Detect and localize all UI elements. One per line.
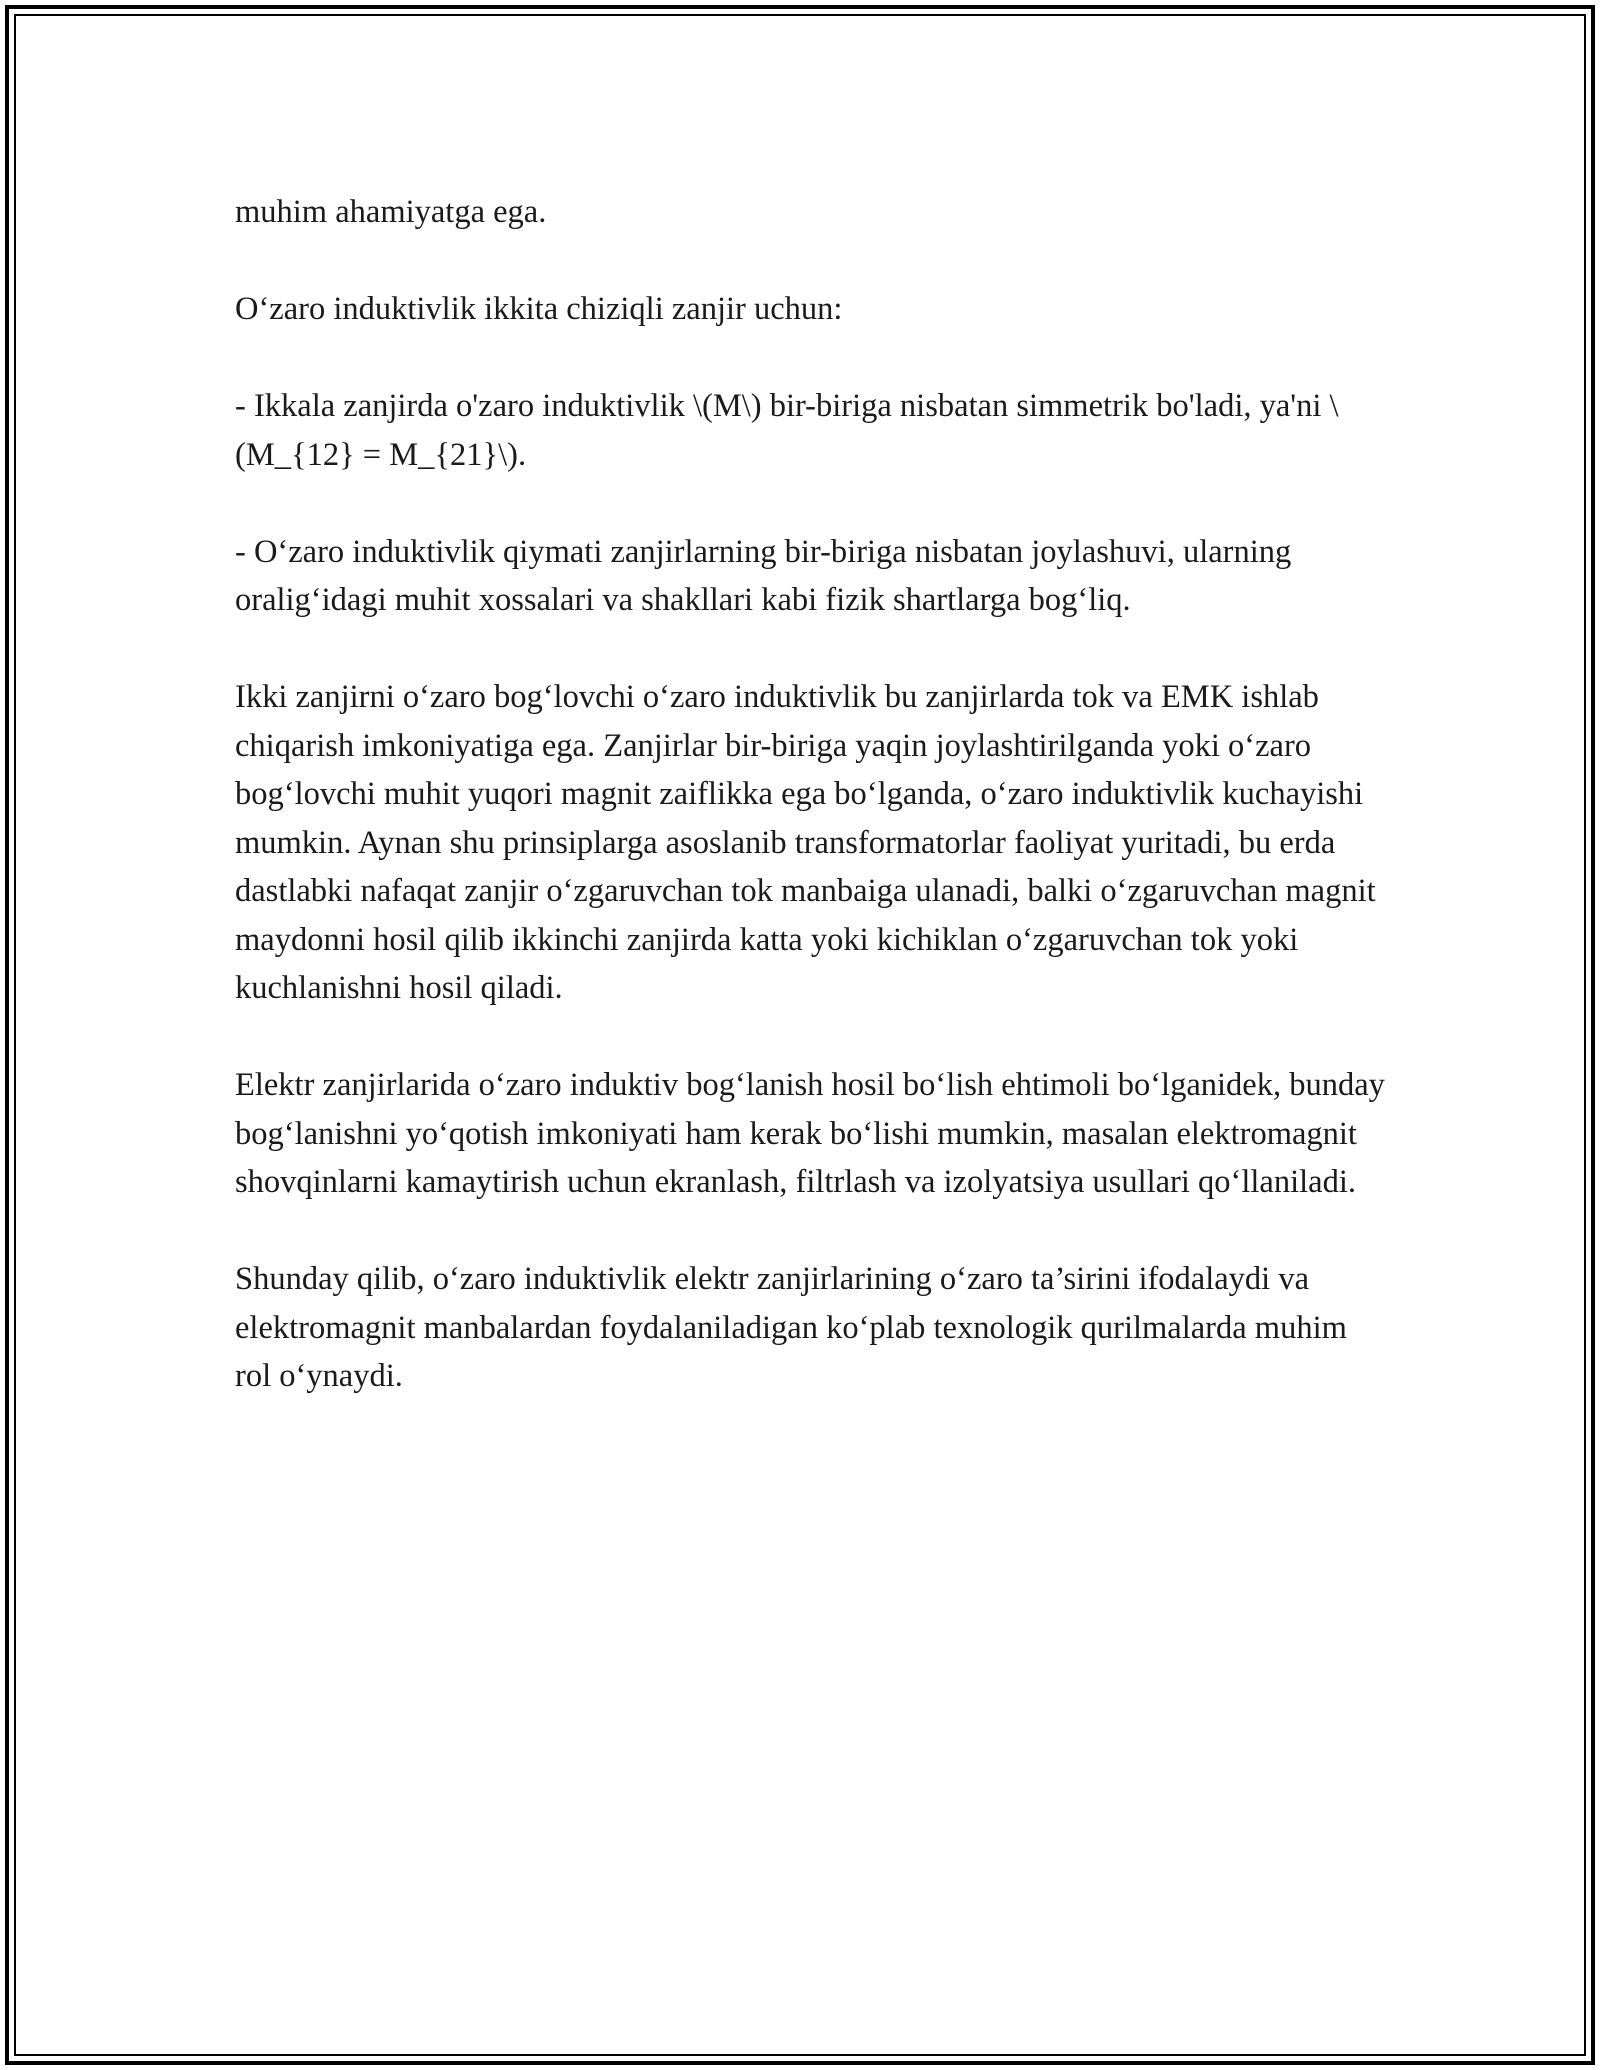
paragraph-intro: O‘zaro induktivlik ikkita chiziqli zanjir uchun:: [235, 291, 843, 327]
bullet-symmetry: - Ikkala zanjirda o'zaro induktivlik \(M\) bir-biriga nisbatan simmetrik bo'ladi, ya'ni \(M_{12} = M_{21}\).: [235, 388, 1339, 473]
paragraph-transformers: Ikki zanjirni o‘zaro bog‘lovchi o‘zaro induktivlik bu zanjirlarda tok va EMK ishlab chiqarish imkoniyatiga ega. Zanjirlar bir-biriga yaqin joylashtirilganda yoki o‘zaro bog‘lovchi muhit yuqori magnit zaiflikka ega bo‘lganda, o‘zaro induktivlik kuchayishi mumkin. Aynan shu prinsiplarga asoslanib transformatorlar faoliyat yuritadi, bu erda dastlabki nafaqat zanjir o‘zgaruvchan tok manbaiga ulanadi, balki o‘zgaruvchan magnit maydonni hosil qilib ikkinchi zanjirda katta yoki kichiklan o‘zgaruvchan tok yoki kuchlanishni hosil qiladi.: [235, 679, 1376, 1006]
paragraph-continuation: muhim ahamiyatga ega.: [235, 194, 547, 230]
document-body: [235, 188, 1385, 1449]
paragraph-shielding: Elektr zanjirlarida o‘zaro induktiv bog‘lanish hosil bo‘lish ehtimoli bo‘lganidek, bunday bog‘lanishni yo‘qotish imkoniyati ham kerak bo‘lishi mumkin, masalan elektromagnit shovqinlarni kamaytirish uchun ekranlash, filtrlash va izolyatsiya usullari qo‘llaniladi.: [235, 1067, 1385, 1200]
bullet-dependence: - O‘zaro induktivlik qiymati zanjirlarning bir-biriga nisbatan joylashuvi, ularning oralig‘idagi muhit xossalari va shakllari kabi fizik shartlarga bog‘liq.: [235, 533, 1292, 618]
paragraph-conclusion: Shunday qilib, o‘zaro induktivlik elektr zanjirlarining o‘zaro ta’sirini ifodalaydi va elektromagnit manbalardan foydalaniladigan ko‘plab texnologik qurilmalarda muhim rol o‘ynaydi.: [235, 1261, 1347, 1394]
